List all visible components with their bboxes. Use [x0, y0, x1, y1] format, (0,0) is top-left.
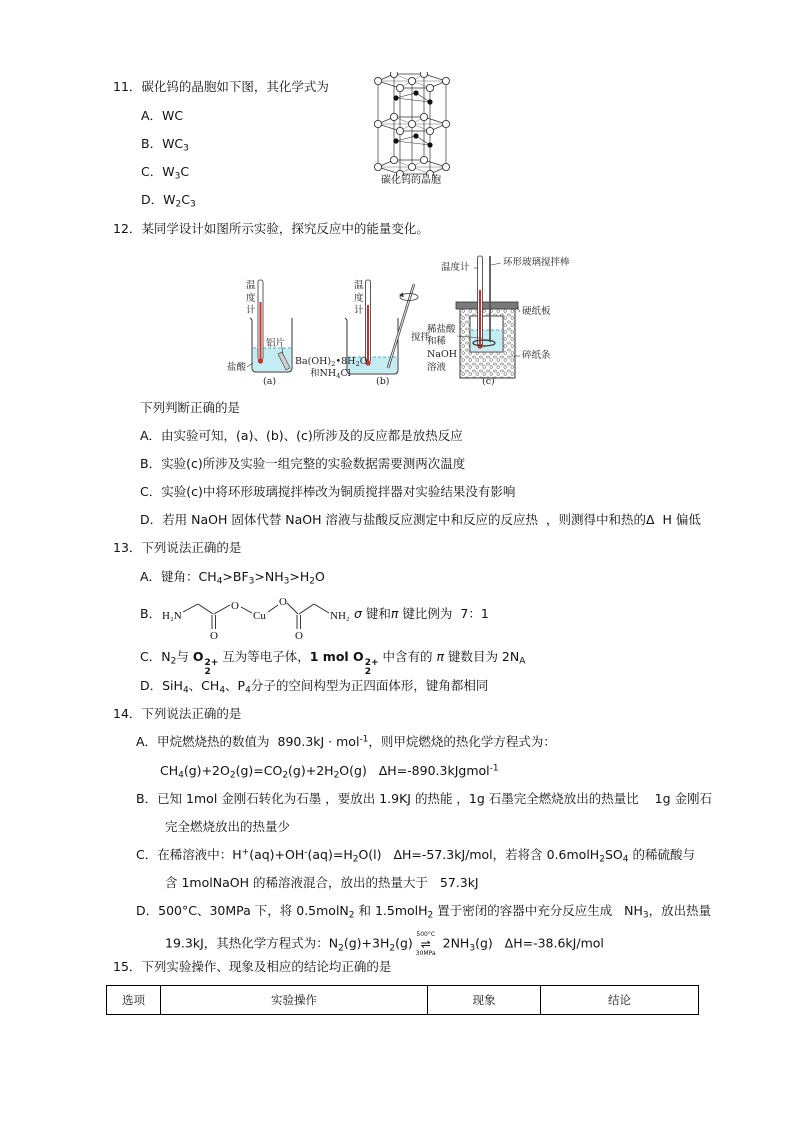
tungsten-atom: [390, 113, 397, 120]
q12-option-d: D．若用 NaOH 固体代替 NaOH 溶液与盐酸反应测定中和反应的反应热 ，则测得中和热的Δ H 偏低: [140, 512, 701, 527]
q14-option-b-line2: 完全燃烧放出的热量少: [165, 819, 291, 834]
q14-option-c-line1: C．在稀溶液中：$H^+(aq)+OH^-(aq)=H_2O(l)$ ΔH=-57.3kJ/mol，若将含 $0.6molH_2SO_4$ 的稀硫酸与: [136, 847, 695, 865]
q15-table: [106, 985, 699, 1015]
solution-label-line2: 和稀: [427, 336, 447, 347]
tungsten-atom: [408, 163, 415, 170]
carbon-atom: [413, 90, 418, 95]
q13-option-c: C．$N_2$与 O 2+ 2 互为等电子体，1 mol O 2+ 2 中含有的 π 键数目为 $2N_A$: [140, 649, 526, 678]
tungsten-atom: [426, 84, 433, 91]
amino-group-left-label: H₂N: [162, 610, 182, 622]
q13-stem: 13．下列说法正确的是: [113, 540, 242, 555]
tungsten-atom: [442, 77, 449, 84]
carbonyl-oxygen-left-label: O: [210, 630, 218, 640]
ester-oxygen-left-label: O: [231, 600, 239, 612]
cover-leader: [517, 307, 520, 312]
bond: [183, 604, 198, 612]
q14-option-a-line1: A．甲烷燃烧热的数值为 890.3kJ · mol$^{-1}$，则甲烷燃烧的热化学方程式为：: [136, 734, 556, 749]
solution-label-line3: NaOH: [427, 349, 458, 360]
q12-option-c: C．实验(c)中将环形玻璃搅拌棒改为铜质搅拌器对实验结果没有影响: [140, 484, 516, 499]
header-conclusion: 结论: [541, 986, 699, 1015]
q12-stem: 12．某同学设计如图所示实验，探究反应中的能量变化。: [113, 221, 429, 236]
solution-label-line1: 稀盐酸: [427, 324, 456, 335]
tungsten-atom: [396, 84, 403, 91]
header-operation: 实验操作: [161, 986, 428, 1015]
tungsten-atom: [374, 163, 381, 170]
glass-stirring-rod-b-highlight: [388, 284, 414, 368]
q11-option-a: A．WC: [141, 108, 184, 123]
amino-group-right-label: NH₂: [330, 610, 350, 622]
thermometer-a-bulb: [258, 358, 263, 363]
q13-option-a: A．键角：$CH_4>BF_3>NH_3>H_2O$: [140, 569, 325, 587]
stir-label: 搅拌: [411, 332, 431, 343]
q12-option-a: A．由实验可知，(a)、(b)、(c)所涉及的反应都是放热反应: [140, 428, 463, 443]
tungsten-atom: [442, 163, 449, 170]
tungsten-atom: [420, 113, 427, 120]
tungsten-atom: [390, 72, 397, 78]
carbon-link: [396, 136, 430, 145]
tungsten-carbide-unit-cell-figure: [372, 72, 452, 176]
figure-b-tag: (b): [376, 376, 390, 387]
thermometer-c-label: 温度计: [441, 262, 470, 273]
shredded-paper-label: 碎纸条: [522, 350, 551, 361]
tungsten-atom: [426, 127, 433, 134]
solution-label-line4: 溶液: [427, 362, 447, 373]
carbon-atom: [427, 99, 432, 104]
q13-option-b-text: σ 键和π 键比例为 7：1: [354, 606, 489, 621]
header-phenomenon: 现象: [428, 986, 541, 1015]
bond: [299, 604, 314, 614]
table-header-row: [107, 986, 699, 1015]
tungsten-atom: [396, 127, 403, 134]
bond: [287, 603, 298, 614]
q11-option-c: C．$W_3C$: [141, 164, 190, 182]
unit-cell-caption: 碳化钨的晶胞: [381, 175, 441, 186]
q12-option-b: B．实验(c)所涉及实验一组完整的实验数据需要测两次温度: [140, 456, 466, 471]
tungsten-atom: [390, 156, 397, 163]
energy-experiment-figure: [220, 250, 590, 398]
aluminum-label: 铝片: [266, 338, 286, 349]
header-option: 选项: [107, 986, 161, 1015]
reagent-label-line2: 和$NH_4Cl$: [310, 368, 351, 381]
bond: [241, 607, 252, 613]
cardboard-label: 硬纸板: [522, 306, 551, 317]
q14-option-c-line2: 含 1molNaOH 的稀溶液混合，放出的热量大于 57.3kJ: [165, 875, 479, 890]
q13-option-d: D．SiH$_4$、$CH_4$、$P_4$分子的空间构型为正四面体形，键角都相同: [140, 678, 489, 696]
bond: [314, 604, 329, 613]
q11-option-b: B．$WC_3$: [141, 136, 189, 154]
q12-lead: 下列判断正确的是: [140, 400, 241, 415]
q14-option-a-line2: $CH_4(g)+2O_2(g)=CO_2(g)+2H_2O(g)$ ΔH=-890.3kJgmol$^{-1}$: [160, 763, 499, 781]
q14-option-d-line2: 19.3kJ，其热化学方程式为：$N_2(g)+3H_2(g)$ 500°C ⇌ 30MPa $2NH_3(g)$ ΔH=-38.6kJ/mol: [165, 931, 604, 957]
carbon-atom: [427, 142, 432, 147]
q14-option-d-line1: D．500°C、30MPa 下，将 0.5molN$_2$ 和 1.5molH$_2$ 置于密闭的容器中充分反应生成 $NH_3$，放出热量: [136, 903, 712, 921]
bond: [198, 604, 213, 614]
stirrer-leader: [491, 263, 501, 265]
figure-a-tag: (a): [263, 376, 277, 387]
tungsten-atom: [374, 120, 381, 127]
copper-glycinate-structure: [160, 590, 360, 640]
carbon-atom: [393, 95, 398, 100]
tungsten-atom: [408, 120, 415, 127]
carbonyl-oxygen-right-label: O: [295, 630, 303, 640]
thermometer-b-label: 温度计: [354, 280, 364, 316]
tungsten-atom: [374, 77, 381, 84]
bond: [214, 605, 230, 614]
carbon-link: [396, 93, 430, 102]
q14-stem: 14．下列说法正确的是: [113, 706, 242, 721]
q11-stem: 11．碳化钨的晶胞如下图，其化学式为: [113, 79, 329, 94]
tungsten-atom: [420, 156, 427, 163]
reagent-label-line1: $Ba(OH)_2•8H_2O$: [295, 356, 368, 369]
tungsten-atom: [442, 120, 449, 127]
acid-label: 盐酸: [227, 362, 247, 373]
bond: [268, 605, 278, 612]
figure-c-tag: (c): [482, 376, 495, 387]
q11-option-d: D．$W_2C_3$: [141, 192, 196, 210]
ester-oxygen-right-label: O: [279, 596, 287, 608]
cardboard-cover: [456, 302, 518, 309]
copper-label: Cu: [253, 610, 266, 622]
q14-option-b-line1: B．已知 1mol 金刚石转化为石墨 ，要放出 1.9KJ 的热能 ，1g 石墨完全燃烧放出的热量比 1g 金刚石: [136, 791, 713, 806]
carbon-atom: [413, 133, 418, 138]
q13-option-b-prefix: B．: [140, 606, 162, 621]
ring-stirrer-label: 环形玻璃搅拌棒: [503, 257, 570, 268]
carbon-atom: [393, 138, 398, 143]
q15-stem: 15．下列实验操作、现象及相应的结论均正确的是: [113, 959, 392, 974]
tungsten-atom: [420, 72, 427, 78]
thermometer-a-label: 温度计: [246, 280, 256, 316]
tungsten-atom: [408, 77, 415, 84]
